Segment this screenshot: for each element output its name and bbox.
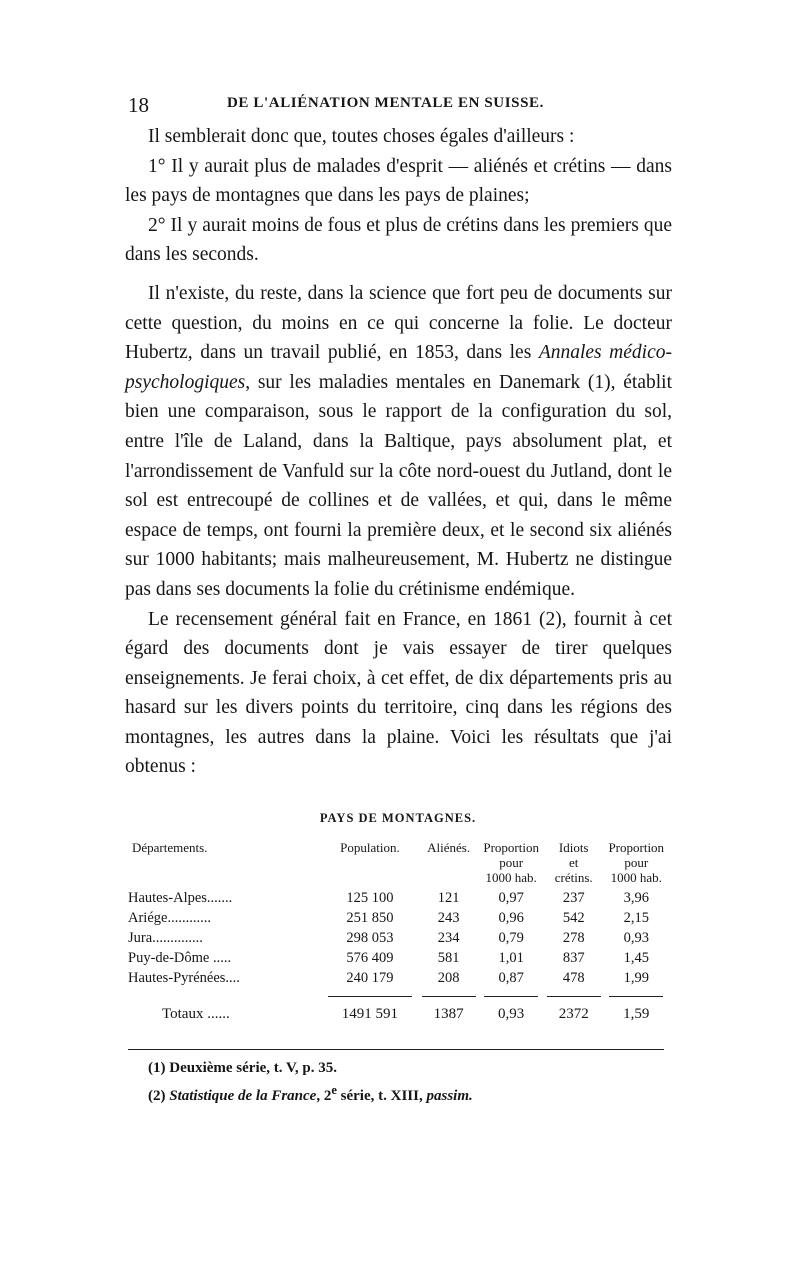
paragraph-4-part-a: Il n'existe, du reste, dans la science que fort peu de documents sur cette question, du moins en ce qui concerne la folie. Le docteur Hubertz, dans un travail publié, en 1853, dans les bbox=[125, 282, 672, 364]
journal-title: Annales médico-psychologiques bbox=[125, 342, 672, 393]
sum-rule bbox=[322, 988, 418, 1002]
running-title: DE L'ALIÉNATION MENTALE EN SUISSE. bbox=[227, 95, 545, 111]
sum-rule-row bbox=[128, 988, 668, 1002]
sum-rule bbox=[418, 988, 480, 1002]
sum-rule bbox=[479, 988, 542, 1002]
header-departements: Départements. bbox=[132, 840, 208, 855]
paragraph-2: 1° Il y aurait plus de malades d'esprit — aliénés et crétins — dans les pays de montagnes que dans les pays de plaines; bbox=[125, 155, 672, 207]
header-proportion-idiots: Proportion pour 1000 hab. bbox=[608, 840, 665, 885]
header-population: Population. bbox=[340, 840, 400, 855]
paragraph-3: 2° Il y aurait moins de fous et plus de crétins dans les premiers que dans les seconds. bbox=[125, 214, 672, 266]
table-row: Ariége............ 251 850 243 0,96 542 2,15 bbox=[128, 910, 649, 926]
table-caption: PAYS DE MONTAGNES. bbox=[319, 811, 477, 825]
totals-row: Totaux ...... 1491 591 1387 0,93 2372 1,59 bbox=[162, 1006, 650, 1022]
header-idiots: Idiots et crétins. bbox=[554, 840, 593, 885]
footnote-1: (1) Deuxième série, t. V, p. 35. bbox=[148, 1060, 337, 1076]
paragraph-1: Il semblerait donc que, toutes choses égales d'ailleurs : bbox=[148, 126, 575, 147]
table-row: Hautes-Alpes....... 125 100 121 0,97 237 3,96 bbox=[128, 890, 649, 906]
table-header-row bbox=[128, 840, 668, 888]
footnotes bbox=[148, 1057, 473, 1107]
paragraph-4 bbox=[125, 279, 672, 605]
page-header bbox=[128, 93, 668, 117]
page-number: 18 bbox=[128, 93, 149, 117]
paragraph-4-part-b: , sur les maladies mentales en Danemark (1), établit bien une comparaison, sous le rapport de la configuration du sol, entre l'île de Laland, dans la Baltique, pays absolument plat, et l'arrondissement de Vanfuld sur la côte nord-ouest du Jutland, dont le sol est entrecoupé de collines et de vallées, et qui, dans le même espace de temps, ont fourni la première deux, et le second six aliénés sur 1000 habitants; mais malheureusement, M. Hubertz ne distingue pas dans ses documents la folie du crétinisme endémique. bbox=[125, 371, 672, 600]
header-alienes: Aliénés. bbox=[427, 840, 471, 855]
table-row: Jura.............. 298 053 234 0,79 278 0,93 bbox=[128, 930, 649, 946]
table-row: Puy-de-Dôme ..... 576 409 581 1,01 837 1,45 bbox=[128, 950, 649, 966]
body-text bbox=[125, 122, 672, 782]
statistics-table bbox=[128, 840, 668, 1024]
header-proportion-alienes: Proportion pour 1000 hab. bbox=[483, 840, 539, 885]
paragraph-5: Le recensement général fait en France, en 1861 (2), fournit à cet égard des documents dont je vais essayer de tirer quelques enseignements. Je ferai choix, à cet effet, de dix départements pris au hasard sur les divers points du territoire, cinq dans les régions des montagnes, les autres dans la plaine. Voici les résultats que j'ai obtenus : bbox=[125, 608, 672, 778]
table-row: Hautes-Pyrénées.... 240 179 208 0,87 478 1,99 bbox=[128, 970, 649, 986]
footnote-2: (2) Statistique de la France, 2e série, t. XIII, passim. bbox=[148, 1083, 473, 1104]
sum-rule bbox=[543, 988, 605, 1002]
sum-rule bbox=[605, 988, 669, 1002]
footnote-divider bbox=[128, 1049, 664, 1050]
